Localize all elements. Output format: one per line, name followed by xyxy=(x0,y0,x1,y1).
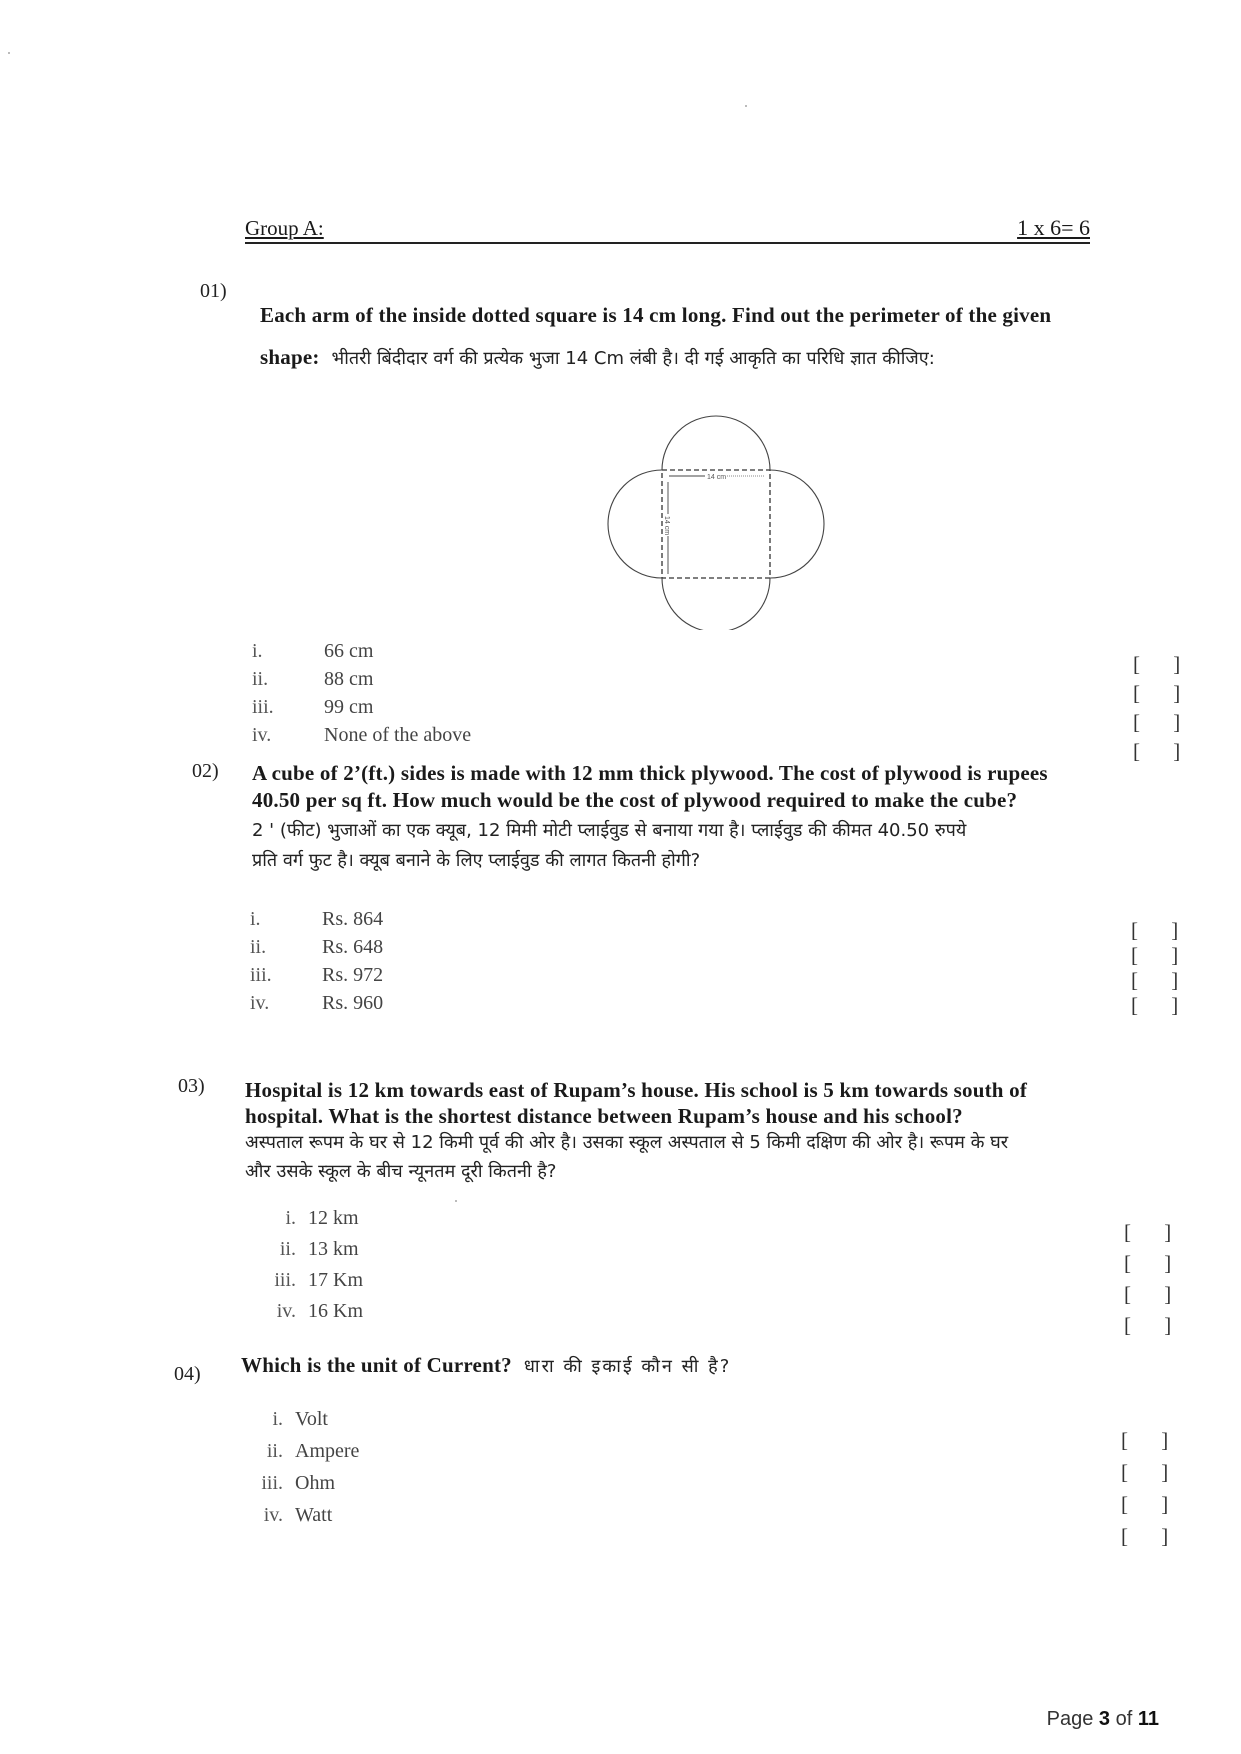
option-numeral: ii. xyxy=(250,936,267,958)
question-3-options xyxy=(250,1207,363,1331)
question-1-text-en-line1: Each arm of the inside dotted square is 14 cm long. Find out the perimeter of the given xyxy=(260,303,1052,327)
question-4-answer-brackets xyxy=(1121,1424,1182,1552)
answer-bracket[interactable]: [ ] xyxy=(1133,739,1195,763)
question-4-text xyxy=(241,1352,731,1382)
answer-bracket[interactable]: [ ] xyxy=(1133,652,1195,676)
question-1-text-hi: भीतरी बिंदीदार वर्ग की प्रत्येक भुजा 14 Cm लंबी है। दी गई आकृति का परिधि ज्ञात कीजिए: xyxy=(331,348,935,369)
option-value: 99 cm xyxy=(324,696,374,718)
question-2-text-hi-line1: 2 ' (फीट) भुजाओं का एक क्यूब, 12 मिमी मोटी प्लाईवुड से बनाया गया है। प्लाईवुड की कीमत 40.50 रुपये xyxy=(252,820,967,841)
option-row xyxy=(245,1440,359,1472)
option-row xyxy=(252,724,471,752)
option-value: Rs. 972 xyxy=(322,964,384,986)
option-numeral: i. xyxy=(250,908,261,930)
question-1-figure xyxy=(605,410,827,630)
option-row xyxy=(245,1472,359,1504)
option-numeral: iii. xyxy=(261,1472,283,1494)
dotted-square-with-semicircles-figure xyxy=(605,410,827,630)
answer-bracket[interactable]: [ ] xyxy=(1121,1492,1183,1516)
option-row xyxy=(252,668,471,696)
group-title: Group A: xyxy=(245,216,324,240)
option-numeral: i. xyxy=(252,640,263,662)
option-numeral: iv. xyxy=(250,992,270,1014)
question-3-answer-brackets xyxy=(1124,1217,1185,1341)
option-value: 16 Km xyxy=(308,1300,363,1322)
group-marks: 1 x 6= 6 xyxy=(1017,215,1090,240)
option-numeral: ii. xyxy=(279,1238,296,1260)
question-3-text-en-line2: hospital. What is the shortest distance between Rupam’s house and his school? xyxy=(245,1104,963,1128)
page-current: 3 xyxy=(1098,1708,1111,1730)
option-row xyxy=(250,1238,363,1269)
question-3-text-hi-line2: और उसके स्कूल के बीच न्यूनतम दूरी कितनी है? xyxy=(245,1161,557,1182)
option-numeral: ii. xyxy=(252,668,269,690)
option-numeral: ii. xyxy=(266,1440,283,1462)
question-3-text-hi-line1: अस्पताल रूपम के घर से 12 किमी पूर्व की ओर है। उसका स्कूल अस्पताल से 5 किमी दक्षिण की ओर है। रूपम के घर xyxy=(245,1132,1009,1153)
option-value: Rs. 960 xyxy=(322,992,384,1014)
question-2-answer-brackets xyxy=(1131,918,1192,1018)
option-row xyxy=(252,696,471,724)
question-1-number: 01) xyxy=(200,280,227,302)
option-value: 12 km xyxy=(308,1207,359,1229)
option-numeral: i. xyxy=(272,1408,283,1430)
page-of: of xyxy=(1115,1708,1133,1730)
option-row xyxy=(250,1269,363,1300)
option-numeral: iii. xyxy=(252,696,274,718)
figure-label-side: 14 cm xyxy=(663,516,670,536)
page-prefix: Page xyxy=(1046,1708,1094,1730)
option-value: 13 km xyxy=(308,1238,359,1260)
page-number xyxy=(1047,1708,1159,1731)
question-1-answer-brackets xyxy=(1133,650,1194,766)
answer-bracket[interactable]: [ ] xyxy=(1124,1220,1186,1244)
option-numeral: iv. xyxy=(263,1504,283,1526)
answer-bracket[interactable]: [ ] xyxy=(1121,1524,1183,1548)
option-value: 66 cm xyxy=(324,640,374,662)
answer-bracket[interactable]: [ ] xyxy=(1133,681,1195,705)
option-numeral: iv. xyxy=(276,1300,296,1322)
option-row xyxy=(250,908,383,936)
question-1-text-line2 xyxy=(260,344,935,374)
scan-speck xyxy=(455,1200,457,1202)
question-4-text-hi: धारा की इकाई कौन सी है? xyxy=(523,1356,732,1377)
option-row xyxy=(250,1300,363,1331)
option-row xyxy=(250,992,383,1020)
question-2-text-hi-line2: प्रति वर्ग फुट है। क्यूब बनाने के लिए प्लाईवुड की लागत कितनी होगी? xyxy=(252,850,701,871)
question-1-text-en-line2: shape: xyxy=(260,345,320,369)
answer-bracket[interactable]: [ ] xyxy=(1121,1428,1183,1452)
option-value: Volt xyxy=(295,1408,328,1430)
scan-speck xyxy=(8,52,10,54)
question-2-text-en-line2: 40.50 per sq ft. How much would be the cost of plywood required to make the cube? xyxy=(252,788,1018,812)
option-row xyxy=(245,1408,359,1440)
answer-bracket[interactable]: [ ] xyxy=(1131,968,1193,992)
answer-bracket[interactable]: [ ] xyxy=(1131,918,1193,942)
question-4-options xyxy=(245,1408,359,1536)
question-1-options xyxy=(252,640,471,752)
option-row xyxy=(252,640,471,668)
answer-bracket[interactable]: [ ] xyxy=(1133,710,1195,734)
option-value: Rs. 864 xyxy=(322,908,384,930)
group-header xyxy=(245,212,1090,244)
option-row xyxy=(250,936,383,964)
option-numeral: iii. xyxy=(274,1269,296,1291)
option-numeral: iii. xyxy=(250,964,272,986)
option-value: 17 Km xyxy=(308,1269,363,1291)
option-value: Ampere xyxy=(295,1440,360,1462)
option-value: Watt xyxy=(295,1504,333,1526)
scan-speck xyxy=(745,105,747,107)
option-numeral: iv. xyxy=(252,724,272,746)
option-value: 88 cm xyxy=(324,668,374,690)
question-4-number: 04) xyxy=(174,1363,201,1385)
option-row xyxy=(250,1207,363,1238)
option-value: None of the above xyxy=(324,724,472,746)
answer-bracket[interactable]: [ ] xyxy=(1124,1251,1186,1275)
question-3-number: 03) xyxy=(178,1075,205,1097)
question-2-text-en-line1: A cube of 2’(ft.) sides is made with 12 mm thick plywood. The cost of plywood is rupees xyxy=(252,761,1048,785)
option-value: Rs. 648 xyxy=(322,936,384,958)
question-3-text-en-line1: Hospital is 12 km towards east of Rupam’s house. His school is 5 km towards south of xyxy=(245,1078,1028,1102)
answer-bracket[interactable]: [ ] xyxy=(1131,943,1193,967)
figure-label-top: 14 cm xyxy=(707,474,727,481)
answer-bracket[interactable]: [ ] xyxy=(1131,993,1193,1017)
question-4-text-en: Which is the unit of Current? xyxy=(241,1353,512,1377)
option-numeral: i. xyxy=(285,1207,296,1229)
answer-bracket[interactable]: [ ] xyxy=(1124,1282,1186,1306)
question-2-number: 02) xyxy=(192,760,219,782)
page-total: 11 xyxy=(1137,1708,1159,1730)
question-2-options xyxy=(250,908,383,1020)
option-row xyxy=(250,964,383,992)
option-value: Ohm xyxy=(295,1472,335,1494)
option-row xyxy=(245,1504,359,1536)
answer-bracket[interactable]: [ ] xyxy=(1124,1313,1186,1337)
answer-bracket[interactable]: [ ] xyxy=(1121,1460,1183,1484)
